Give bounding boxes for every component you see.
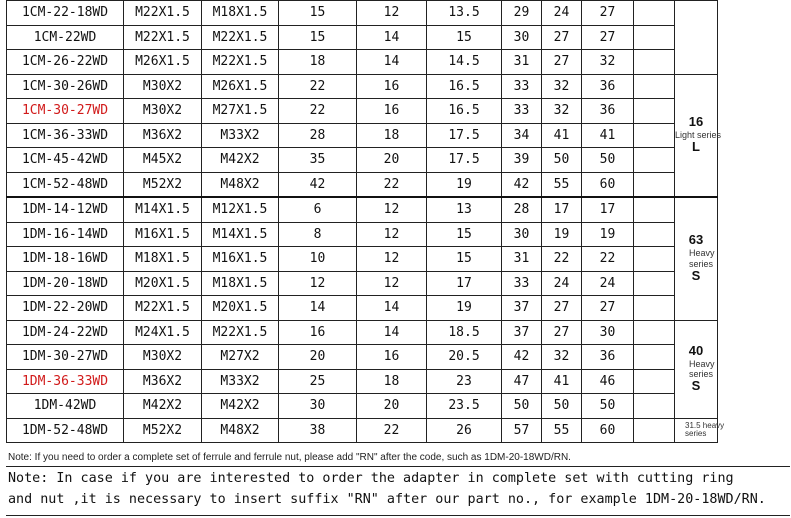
dim-5: 27 — [582, 1, 634, 26]
thread-b: M27X2 — [202, 345, 279, 370]
dim-3: 33 — [502, 271, 542, 296]
dim-4: 27 — [542, 50, 582, 75]
thread-a: M42X2 — [124, 394, 202, 419]
part-code: 1DM-24-22WD — [7, 320, 124, 345]
dim-2: 15 — [427, 25, 502, 50]
dim-3: 33 — [502, 99, 542, 124]
tube-od: 16 — [279, 320, 357, 345]
series-letter: S — [691, 268, 701, 284]
spacer-cell — [634, 1, 675, 26]
table-row — [7, 271, 791, 296]
spacer-cell — [634, 148, 675, 173]
note-line-1: Note: In case if you are interested to order the adapter in complete set with cutting ring — [8, 471, 734, 486]
spacer-cell — [634, 369, 675, 394]
thread-a: M14X1.5 — [124, 197, 202, 222]
dim-5: 36 — [582, 99, 634, 124]
dim-4: 32 — [542, 74, 582, 99]
tube-od: 14 — [279, 296, 357, 321]
dim-1: 14 — [357, 320, 427, 345]
tube-od: 12 — [279, 271, 357, 296]
dim-5: 19 — [582, 222, 634, 247]
part-code: 1DM-42WD — [7, 394, 124, 419]
table-row — [7, 197, 791, 222]
dim-2: 17.5 — [427, 148, 502, 173]
dim-1: 22 — [357, 418, 427, 443]
dim-3: 37 — [502, 320, 542, 345]
table-row — [7, 1, 791, 26]
dim-1: 22 — [357, 172, 427, 197]
dim-4: 32 — [542, 99, 582, 124]
series-name-2: series — [689, 258, 714, 269]
thread-b: M18X1.5 — [202, 271, 279, 296]
table-row — [7, 50, 791, 75]
dim-5: 36 — [582, 74, 634, 99]
spacer-cell — [634, 197, 675, 222]
tube-od: 42 — [279, 172, 357, 197]
table-row — [7, 222, 791, 247]
dim-4: 41 — [542, 123, 582, 148]
spacer-cell — [634, 123, 675, 148]
dim-4: 22 — [542, 247, 582, 272]
series-name: Heavy — [689, 358, 715, 369]
dim-3: 42 — [502, 345, 542, 370]
part-code: 1CM-22WD — [7, 25, 124, 50]
spacer-cell — [634, 271, 675, 296]
tube-od: 28 — [279, 123, 357, 148]
spacer-cell — [634, 74, 675, 99]
series-name-2: series — [685, 429, 707, 439]
dim-1: 12 — [357, 247, 427, 272]
tube-od: 18 — [279, 50, 357, 75]
thread-b: M33X2 — [202, 369, 279, 394]
thread-a: M30X2 — [124, 345, 202, 370]
thread-a: M16X1.5 — [124, 222, 202, 247]
spacer-cell — [634, 222, 675, 247]
thread-a: M18X1.5 — [124, 247, 202, 272]
thread-a: M30X2 — [124, 99, 202, 124]
dim-4: 24 — [542, 1, 582, 26]
dim-5: 27 — [582, 296, 634, 321]
thread-b: M22X1.5 — [202, 25, 279, 50]
dim-1: 12 — [357, 197, 427, 222]
dim-5: 30 — [582, 320, 634, 345]
dim-1: 16 — [357, 74, 427, 99]
part-code: 1CM-30-26WD — [7, 74, 124, 99]
note-line-2: and nut ,it is necessary to insert suffix "RN" after our part no., for example 1DM-20-18WD/RN. — [8, 492, 766, 507]
dim-3: 28 — [502, 197, 542, 222]
dim-4: 27 — [542, 25, 582, 50]
spacer-cell — [634, 99, 675, 124]
dim-3: 37 — [502, 296, 542, 321]
spec-table-body — [7, 1, 791, 443]
series-empty — [675, 1, 718, 75]
dim-4: 50 — [542, 148, 582, 173]
dim-4: 55 — [542, 418, 582, 443]
dim-5: 27 — [582, 25, 634, 50]
tube-od: 15 — [279, 1, 357, 26]
part-code: 1CM-52-48WD — [7, 172, 124, 197]
dim-3: 31 — [502, 50, 542, 75]
part-code: 1DM-14-12WD — [7, 197, 124, 222]
dim-2: 15 — [427, 247, 502, 272]
thread-a: M36X2 — [124, 369, 202, 394]
thread-a: M24X1.5 — [124, 320, 202, 345]
tube-od: 8 — [279, 222, 357, 247]
series-pressure: 40 — [688, 342, 704, 358]
spacer-cell — [634, 247, 675, 272]
table-row — [7, 123, 791, 148]
part-code: 1DM-18-16WD — [7, 247, 124, 272]
spacer-cell — [634, 296, 675, 321]
spacer-cell — [634, 394, 675, 419]
dim-2: 23.5 — [427, 394, 502, 419]
thread-b: M18X1.5 — [202, 1, 279, 26]
dim-3: 39 — [502, 148, 542, 173]
dim-2: 17.5 — [427, 123, 502, 148]
series-heavy40 — [675, 320, 718, 418]
dim-1: 16 — [357, 345, 427, 370]
table-row — [7, 320, 791, 345]
thread-b: M20X1.5 — [202, 296, 279, 321]
dim-2: 17 — [427, 271, 502, 296]
thread-b: M42X2 — [202, 394, 279, 419]
thread-b: M14X1.5 — [202, 222, 279, 247]
dim-1: 18 — [357, 369, 427, 394]
dim-3: 33 — [502, 74, 542, 99]
part-code: 1DM-36-33WD — [7, 369, 124, 394]
series-name: Light series — [675, 130, 722, 141]
dim-3: 34 — [502, 123, 542, 148]
table-row — [7, 247, 791, 272]
dim-5: 32 — [582, 50, 634, 75]
table-row — [7, 148, 791, 173]
dim-3: 50 — [502, 394, 542, 419]
thread-b: M48X2 — [202, 172, 279, 197]
dim-4: 27 — [542, 296, 582, 321]
note-bottom-rule — [6, 515, 790, 516]
part-code: 1CM-26-22WD — [7, 50, 124, 75]
spacer-cell — [634, 345, 675, 370]
thread-b: M22X1.5 — [202, 320, 279, 345]
table-row — [7, 74, 791, 99]
thread-b: M22X1.5 — [202, 50, 279, 75]
thread-a: M22X1.5 — [124, 1, 202, 26]
table-row — [7, 418, 791, 443]
thread-a: M45X2 — [124, 148, 202, 173]
table-row — [7, 369, 791, 394]
dim-1: 18 — [357, 123, 427, 148]
part-code: 1DM-20-18WD — [7, 271, 124, 296]
spacer-cell — [634, 25, 675, 50]
dim-2: 18.5 — [427, 320, 502, 345]
dim-4: 32 — [542, 345, 582, 370]
table-row — [7, 296, 791, 321]
part-code: 1CM-36-33WD — [7, 123, 124, 148]
dim-3: 31 — [502, 247, 542, 272]
spacer-cell — [634, 50, 675, 75]
dim-2: 16.5 — [427, 74, 502, 99]
thread-b: M48X2 — [202, 418, 279, 443]
part-code: 1CM-30-27WD — [7, 99, 124, 124]
part-code: 1DM-30-27WD — [7, 345, 124, 370]
tube-od: 6 — [279, 197, 357, 222]
tube-od: 25 — [279, 369, 357, 394]
part-code: 1DM-52-48WD — [7, 418, 124, 443]
series-pressure: 63 — [688, 232, 704, 248]
part-code: 1CM-45-42WD — [7, 148, 124, 173]
dim-4: 27 — [542, 320, 582, 345]
dim-2: 19 — [427, 296, 502, 321]
dim-2: 23 — [427, 369, 502, 394]
dim-1: 16 — [357, 99, 427, 124]
dim-3: 30 — [502, 25, 542, 50]
dim-2: 13 — [427, 197, 502, 222]
tube-od: 22 — [279, 99, 357, 124]
tube-od: 10 — [279, 247, 357, 272]
dim-5: 17 — [582, 197, 634, 222]
dim-2: 14.5 — [427, 50, 502, 75]
table-row — [7, 394, 791, 419]
dim-4: 41 — [542, 369, 582, 394]
dim-1: 14 — [357, 25, 427, 50]
thread-b: M12X1.5 — [202, 197, 279, 222]
series-light — [675, 74, 722, 197]
table-row — [7, 25, 791, 50]
dim-4: 24 — [542, 271, 582, 296]
thread-a: M30X2 — [124, 74, 202, 99]
tube-od: 15 — [279, 25, 357, 50]
spec-table — [6, 0, 791, 443]
dim-5: 60 — [582, 418, 634, 443]
series-name: 31.5 heavy — [685, 421, 725, 431]
part-code: 1CM-22-18WD — [7, 1, 124, 26]
dim-1: 12 — [357, 1, 427, 26]
dim-2: 13.5 — [427, 1, 502, 26]
dim-5: 41 — [582, 123, 634, 148]
series-name: Heavy — [689, 248, 715, 259]
dim-2: 19 — [427, 172, 502, 197]
dim-2: 15 — [427, 222, 502, 247]
dim-3: 30 — [502, 222, 542, 247]
tube-od: 35 — [279, 148, 357, 173]
dim-5: 60 — [582, 172, 634, 197]
dim-1: 12 — [357, 271, 427, 296]
dim-3: 47 — [502, 369, 542, 394]
dim-5: 46 — [582, 369, 634, 394]
note-divider — [6, 466, 790, 467]
dim-2: 20.5 — [427, 345, 502, 370]
table-row — [7, 345, 791, 370]
dim-5: 50 — [582, 148, 634, 173]
dim-5: 24 — [582, 271, 634, 296]
tube-od: 30 — [279, 394, 357, 419]
dim-4: 50 — [542, 394, 582, 419]
dim-4: 19 — [542, 222, 582, 247]
thread-a: M52X2 — [124, 418, 202, 443]
series-heavy-31-5 — [675, 418, 725, 443]
thread-a: M26X1.5 — [124, 50, 202, 75]
thread-b: M27X1.5 — [202, 99, 279, 124]
thread-b: M33X2 — [202, 123, 279, 148]
table-row — [7, 172, 791, 197]
dim-5: 22 — [582, 247, 634, 272]
dim-2: 26 — [427, 418, 502, 443]
dim-3: 42 — [502, 172, 542, 197]
thread-a: M36X2 — [124, 123, 202, 148]
dim-4: 17 — [542, 197, 582, 222]
dim-5: 50 — [582, 394, 634, 419]
dim-4: 55 — [542, 172, 582, 197]
tube-od: 22 — [279, 74, 357, 99]
spacer-cell — [634, 418, 675, 443]
part-code: 1DM-16-14WD — [7, 222, 124, 247]
thread-b: M16X1.5 — [202, 247, 279, 272]
dim-1: 12 — [357, 222, 427, 247]
dim-1: 20 — [357, 394, 427, 419]
dim-2: 16.5 — [427, 99, 502, 124]
series-name-2: series — [689, 369, 714, 379]
thread-a: M52X2 — [124, 172, 202, 197]
thread-b: M42X2 — [202, 148, 279, 173]
series-letter: L — [692, 139, 700, 155]
dim-3: 29 — [502, 1, 542, 26]
table-row — [7, 99, 791, 124]
series-heavy63 — [675, 197, 718, 320]
spacer-cell — [634, 320, 675, 345]
part-code: 1DM-22-20WD — [7, 296, 124, 321]
dim-1: 20 — [357, 148, 427, 173]
dim-1: 14 — [357, 50, 427, 75]
dim-1: 14 — [357, 296, 427, 321]
tube-od: 38 — [279, 418, 357, 443]
series-pressure: 16 — [688, 114, 704, 130]
note-small: Note: If you need to order a complete set of ferrule and ferrule nut, please add "RN" after the code, such as 1DM-20-18WD/RN. — [8, 452, 571, 463]
thread-a: M22X1.5 — [124, 25, 202, 50]
thread-a: M22X1.5 — [124, 296, 202, 321]
series-letter: S — [691, 378, 701, 394]
tube-od: 20 — [279, 345, 357, 370]
spacer-cell — [634, 172, 675, 197]
dim-5: 36 — [582, 345, 634, 370]
dim-3: 57 — [502, 418, 542, 443]
thread-a: M20X1.5 — [124, 271, 202, 296]
thread-b: M26X1.5 — [202, 74, 279, 99]
